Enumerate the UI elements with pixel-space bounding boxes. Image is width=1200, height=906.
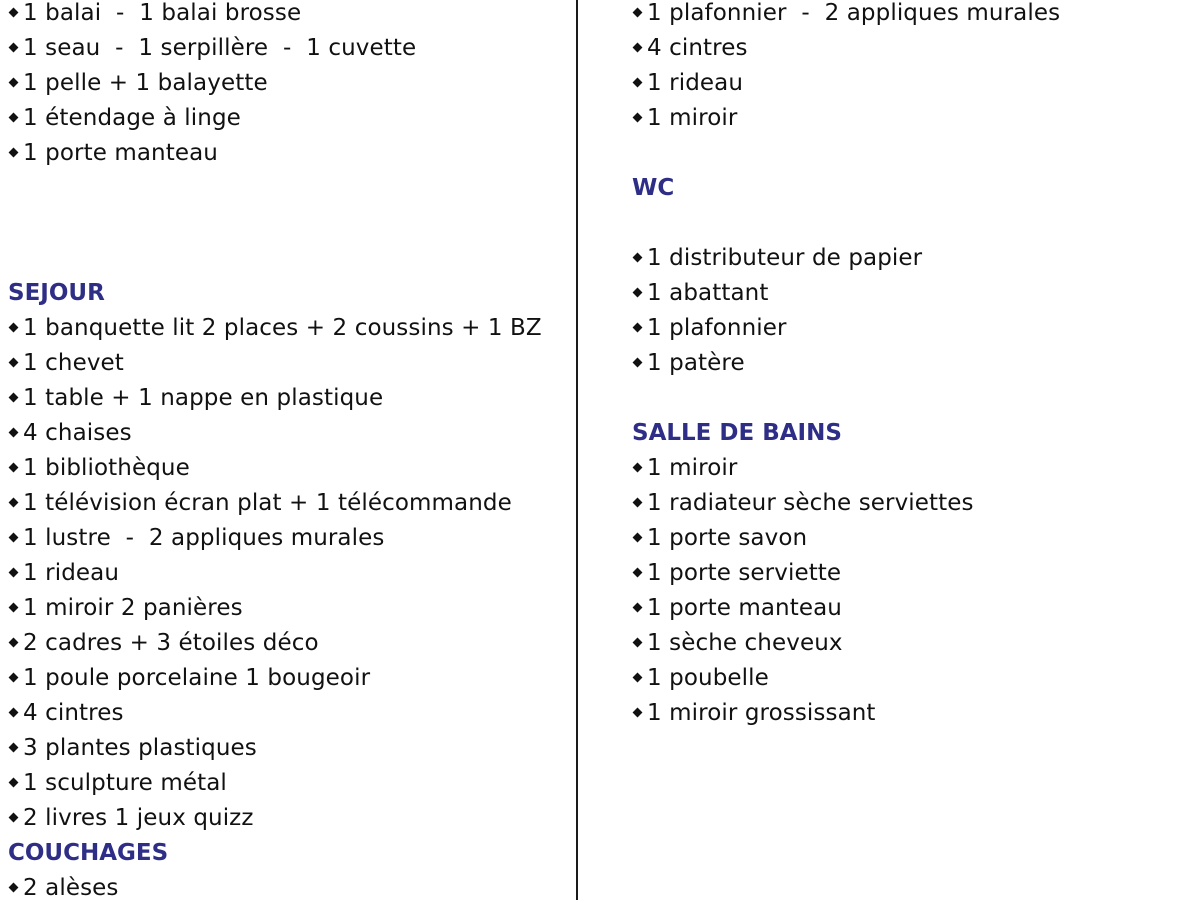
diamond-bullet-icon: [633, 78, 643, 88]
list-item: 1 miroir: [632, 101, 737, 136]
list-item: 1 balai - 1 balai brosse: [8, 0, 301, 31]
diamond-bullet-icon: [9, 428, 19, 438]
list-item: 1 bibliothèque: [8, 451, 190, 486]
list-item: 1 rideau: [632, 66, 743, 101]
list-item: 4 cintres: [632, 31, 748, 66]
list-item: 1 miroir 2 panières: [8, 591, 243, 626]
list-item: 1 pelle + 1 balayette: [8, 66, 268, 101]
list-item: 1 table + 1 nappe en plastique: [8, 381, 383, 416]
diamond-bullet-icon: [9, 323, 19, 333]
diamond-bullet-icon: [9, 603, 19, 613]
list-item: 4 cintres: [8, 696, 124, 731]
list-item: 1 porte manteau: [8, 136, 218, 171]
diamond-bullet-icon: [633, 673, 643, 683]
diamond-bullet-icon: [633, 358, 643, 368]
diamond-bullet-icon: [633, 8, 643, 18]
list-item: 1 étendage à linge: [8, 101, 241, 136]
list-item: 1 poubelle: [632, 661, 769, 696]
diamond-bullet-icon: [9, 638, 19, 648]
list-item: 1 seau - 1 serpillère - 1 cuvette: [8, 31, 416, 66]
diamond-bullet-icon: [9, 8, 19, 18]
list-item: 1 rideau: [8, 556, 119, 591]
list-item: 1 télévision écran plat + 1 télécommande: [8, 486, 512, 521]
list-item: 1 plafonnier: [632, 311, 787, 346]
list-item: 1 chevet: [8, 346, 124, 381]
diamond-bullet-icon: [633, 43, 643, 53]
list-item: 1 banquette lit 2 places + 2 coussins + 1 BZ: [8, 311, 542, 346]
list-item: 1 sculpture métal: [8, 766, 227, 801]
diamond-bullet-icon: [633, 603, 643, 613]
diamond-bullet-icon: [633, 323, 643, 333]
diamond-bullet-icon: [9, 148, 19, 158]
list-item: 1 patère: [632, 346, 745, 381]
diamond-bullet-icon: [9, 463, 19, 473]
diamond-bullet-icon: [9, 743, 19, 753]
list-item: 1 plafonnier - 2 appliques murales: [632, 0, 1060, 31]
list-item: 4 chaises: [8, 416, 132, 451]
diamond-bullet-icon: [9, 393, 19, 403]
diamond-bullet-icon: [9, 708, 19, 718]
diamond-bullet-icon: [9, 778, 19, 788]
diamond-bullet-icon: [633, 568, 643, 578]
section-heading-sejour: SEJOUR: [8, 280, 105, 306]
section-heading-couchages: COUCHAGES: [8, 840, 169, 866]
column-divider: [576, 0, 578, 900]
list-item: 2 livres 1 jeux quizz: [8, 801, 254, 836]
diamond-bullet-icon: [633, 708, 643, 718]
diamond-bullet-icon: [633, 498, 643, 508]
list-item: 1 lustre - 2 appliques murales: [8, 521, 384, 556]
diamond-bullet-icon: [9, 113, 19, 123]
diamond-bullet-icon: [9, 883, 19, 893]
diamond-bullet-icon: [633, 288, 643, 298]
diamond-bullet-icon: [633, 253, 643, 263]
diamond-bullet-icon: [633, 638, 643, 648]
section-heading-salle-de-bains: SALLE DE BAINS: [632, 420, 842, 446]
list-item: 1 abattant: [632, 276, 768, 311]
diamond-bullet-icon: [9, 78, 19, 88]
list-item: 2 cadres + 3 étoiles déco: [8, 626, 319, 661]
diamond-bullet-icon: [9, 813, 19, 823]
list-item: 1 porte savon: [632, 521, 807, 556]
section-heading-wc: WC: [632, 175, 675, 201]
list-item: 2 alèses: [8, 871, 119, 906]
diamond-bullet-icon: [633, 113, 643, 123]
list-item: 1 porte serviette: [632, 556, 841, 591]
list-item: 1 sèche cheveux: [632, 626, 843, 661]
list-item: 1 porte manteau: [632, 591, 842, 626]
list-item: 1 miroir: [632, 451, 737, 486]
diamond-bullet-icon: [9, 568, 19, 578]
list-item: 1 miroir grossissant: [632, 696, 876, 731]
list-item: 1 distributeur de papier: [632, 241, 922, 276]
diamond-bullet-icon: [633, 463, 643, 473]
list-item: 3 plantes plastiques: [8, 731, 257, 766]
diamond-bullet-icon: [633, 533, 643, 543]
diamond-bullet-icon: [9, 43, 19, 53]
diamond-bullet-icon: [9, 533, 19, 543]
list-item: 1 radiateur sèche serviettes: [632, 486, 974, 521]
diamond-bullet-icon: [9, 498, 19, 508]
list-item: 1 poule porcelaine 1 bougeoir: [8, 661, 370, 696]
diamond-bullet-icon: [9, 673, 19, 683]
diamond-bullet-icon: [9, 358, 19, 368]
